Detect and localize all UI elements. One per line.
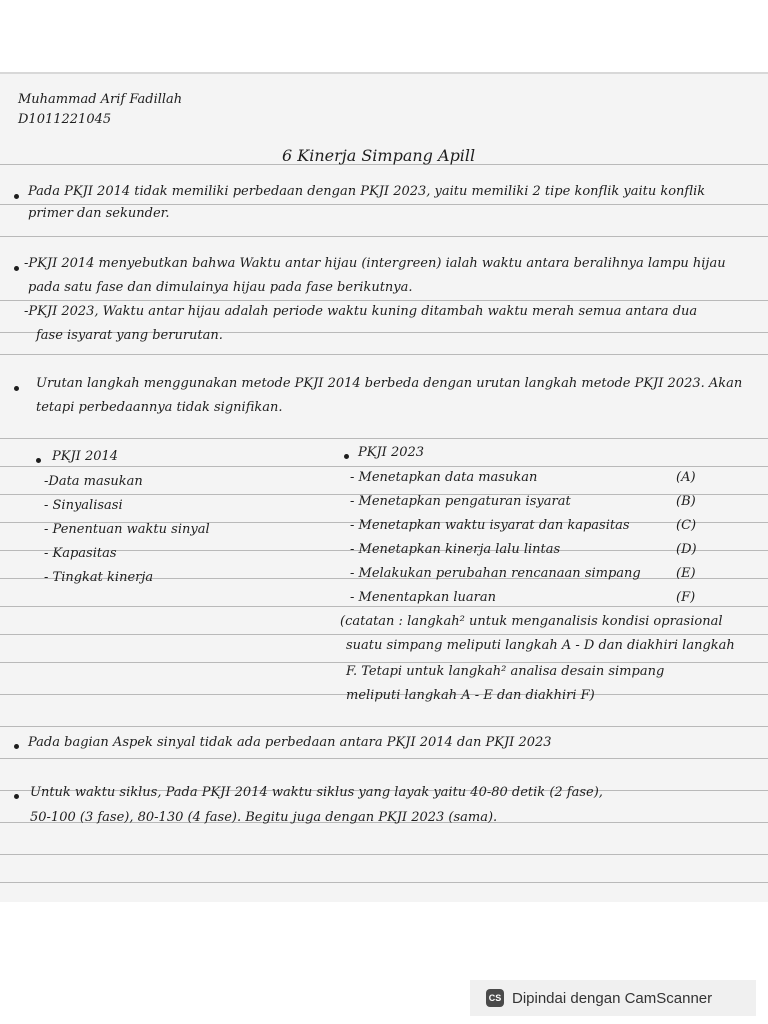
bullet-dot (344, 454, 349, 459)
list-2023-item: - Melakukan perubahan rencanaan simpang (350, 566, 641, 581)
bullet-dot (36, 458, 41, 463)
paragraph-line: primer dan sekunder. (28, 206, 170, 221)
list-2023-heading: PKJI 2023 (358, 445, 425, 460)
paragraph-line: 50-100 (3 fase), 80-130 (4 fase). Begitu juga dengan PKJI 2023 (sama). (30, 810, 498, 825)
list-2023-item: - Menentapkan luaran (350, 590, 497, 605)
paragraph-line: Pada bagian Aspek sinyal tidak ada perbedaan antara PKJI 2014 dan PKJI 2023 (28, 735, 552, 750)
bullet-dot (14, 194, 19, 199)
ruled-line (0, 236, 768, 237)
ruled-line (0, 854, 768, 855)
note-line: meliputi langkah A - E dan diakhiri F) (346, 688, 595, 703)
camscanner-label: Dipindai dengan CamScanner (512, 989, 713, 1007)
ruled-line (0, 634, 768, 635)
camscanner-watermark (470, 980, 756, 1016)
paragraph-line: Untuk waktu siklus, Pada PKJI 2014 waktu siklus yang layak yaitu 40-80 detik (2 fase), (30, 785, 603, 800)
list-2023-code: (C) (676, 518, 697, 533)
paragraph-line: pada satu fase dan dimulainya hijau pada fase berikutnya. (28, 280, 413, 295)
ruled-line (0, 882, 768, 883)
ruled-line (0, 758, 768, 759)
list-2014-item: - Kapasitas (44, 546, 117, 561)
bullet-dot (14, 744, 19, 749)
list-2023-item: - Menetapkan pengaturan isyarat (350, 494, 571, 509)
bullet-dot (14, 386, 19, 391)
ruled-line (0, 354, 768, 355)
list-2023-code: (F) (676, 590, 696, 605)
ruled-line (0, 466, 768, 467)
author-name: Muhammad Arif Fadillah (18, 92, 183, 107)
list-2023-item: - Menetapkan data masukan (350, 470, 538, 485)
camscanner-logo-icon: CS (486, 989, 504, 1007)
list-2014-item: -Data masukan (44, 474, 143, 489)
bullet-dot (14, 266, 19, 271)
list-2023-code: (B) (676, 494, 696, 509)
paragraph-line: tetapi perbedaannya tidak signifikan. (36, 400, 283, 415)
note-line: suatu simpang meliputi langkah A - D dan diakhiri langkah (346, 638, 735, 653)
page-title: 6 Kinerja Simpang Apill (282, 146, 476, 165)
paragraph-line: -PKJI 2014 menyebutkan bahwa Waktu antar hijau (intergreen) ialah waktu antara beralihnya lampu hijau (24, 256, 726, 271)
list-2023-item: - Menetapkan waktu isyarat dan kapasitas (350, 518, 630, 533)
bullet-dot (14, 794, 19, 799)
list-2023-code: (E) (676, 566, 696, 581)
ruled-line (0, 438, 768, 439)
paragraph-line: -PKJI 2023, Waktu antar hijau adalah periode waktu kuning ditambah waktu merah semua antara dua (24, 304, 698, 319)
list-2023-item: - Menetapkan kinerja lalu lintas (350, 542, 561, 557)
paragraph-line: Urutan langkah menggunakan metode PKJI 2014 berbeda dengan urutan langkah metode PKJI 2023. Akan (36, 376, 743, 391)
ruled-line (0, 300, 768, 301)
ruled-line (0, 662, 768, 663)
list-2023-code: (A) (676, 470, 696, 485)
paragraph-line: fase isyarat yang berurutan. (36, 328, 223, 343)
list-2014-heading: PKJI 2014 (52, 449, 119, 464)
ruled-line (0, 204, 768, 205)
paragraph-line: Pada PKJI 2014 tidak memiliki perbedaan dengan PKJI 2023, yaitu memiliki 2 tipe konflik yaitu konflik (28, 184, 706, 199)
list-2014-item: - Tingkat kinerja (44, 570, 154, 585)
ruled-line (0, 726, 768, 727)
list-2014-item: - Sinyalisasi (44, 498, 123, 513)
student-id: D1011221045 (18, 112, 112, 127)
list-2014-item: - Penentuan waktu sinyal (44, 522, 210, 537)
note-line: (catatan : langkah² untuk menganalisis kondisi oprasional (340, 614, 723, 629)
list-2023-code: (D) (676, 542, 697, 557)
note-line: F. Tetapi untuk langkah² analisa desain simpang (346, 664, 665, 679)
ruled-line (0, 606, 768, 607)
